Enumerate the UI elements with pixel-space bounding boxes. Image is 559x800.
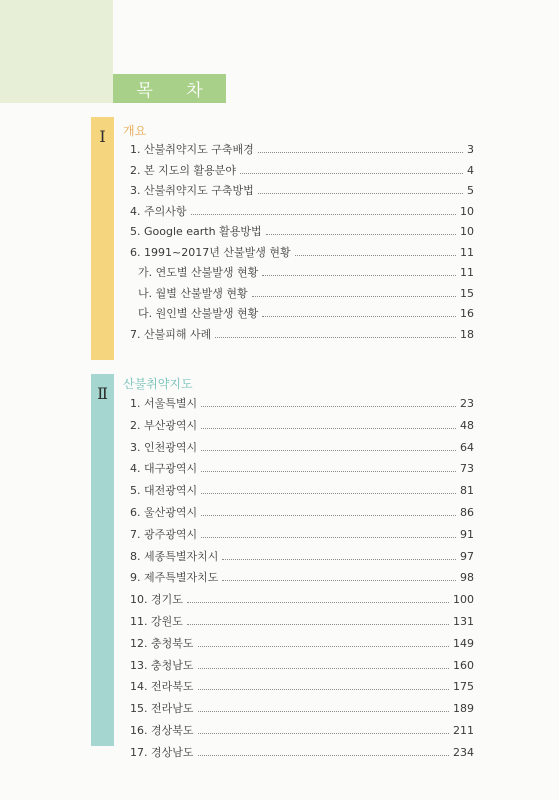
dot-leader [258,186,463,194]
toc-entry[interactable] [130,700,474,722]
toc-entry-page: 175 [453,680,474,694]
dot-leader [266,227,456,235]
toc-entry-label: 다. 원인별 산불발생 현황 [138,307,259,320]
dot-leader [222,573,456,581]
dot-leader [258,145,463,153]
toc-entry-page: 91 [460,527,474,541]
section-1-numeral: Ⅰ [99,127,106,146]
toc-entry-page: 3 [467,143,474,156]
toc-entry[interactable] [130,482,474,504]
toc-entry-page: 4 [467,163,474,177]
toc-entry-label: 가. 연도별 산불발생 현황 [138,266,259,279]
toc-entry-label: 1. 서울특별시 [130,397,198,410]
toc-entry[interactable] [130,744,474,766]
toc-entry-label: 12. 충청북도 [130,636,194,650]
toc-entry-page: 48 [460,418,474,432]
toc-entry-label: 10. 경기도 [130,593,183,607]
toc-entry-page: 234 [453,745,474,759]
toc-entry[interactable] [130,591,474,613]
toc-entry-label: 4. 대구광역시 [130,462,198,476]
section-1-heading: 개요 [123,124,147,138]
toc-entry[interactable] [130,305,474,326]
toc-entry-label: 2. 부산광역시 [130,418,198,432]
toc-entry-label: 5. Google earth 활용방법 [130,225,262,238]
section-2-heading: 산불취약지도 [123,377,193,391]
toc-entry[interactable] [130,678,474,700]
section-1-bar [91,117,114,360]
toc-entry[interactable] [130,635,474,657]
section-2-bar [91,374,114,746]
toc-entry-label: 11. 강원도 [130,614,183,628]
toc-entry-page: 15 [460,286,474,300]
dot-leader [187,617,449,625]
toc-entry[interactable] [130,182,474,203]
dot-leader [191,207,457,215]
toc-entry-label: 나. 월별 산불발생 현황 [138,286,248,300]
toc-entry-label: 4. 주의사항 [130,204,187,218]
toc-entry-page: 81 [460,484,474,498]
dot-leader [201,486,456,494]
toc-entry-page: 11 [460,266,474,279]
toc-entry-label: 3. 산불취약지도 구축방법 [130,184,254,197]
toc-entry[interactable] [130,395,474,417]
dot-leader [295,248,456,256]
section-2-toc [130,395,474,766]
dot-leader [201,530,456,538]
toc-entry-label: 13. 충청남도 [130,658,194,672]
toc-entry[interactable] [130,203,474,224]
toc-entry-label: 1. 산불취약지도 구축배경 [130,143,254,156]
toc-entry[interactable] [130,460,474,482]
dot-leader [262,268,456,276]
dot-leader [198,704,450,712]
dot-leader [198,682,450,690]
toc-entry-page: 86 [460,505,474,519]
toc-entry-page: 64 [460,440,474,454]
toc-entry-label: 3. 인천광역시 [130,440,198,454]
toc-entry-page: 97 [460,549,474,563]
dot-leader [201,443,456,451]
toc-entry-page: 23 [460,397,474,410]
dot-leader [187,595,449,603]
toc-entry[interactable] [130,417,474,439]
toc-entry-label: 15. 전라남도 [130,702,194,716]
dot-leader [198,639,450,647]
toc-entry[interactable] [130,657,474,679]
dot-leader [201,421,456,429]
toc-entry[interactable] [130,439,474,461]
toc-entry-page: 73 [460,462,474,476]
dot-leader [215,330,456,338]
section-2-numeral: Ⅱ [97,384,108,403]
toc-entry-page: 100 [453,593,474,607]
dot-leader [201,399,456,407]
toc-entry-page: 189 [453,702,474,716]
toc-entry[interactable] [130,722,474,744]
toc-entry-page: 98 [460,571,474,585]
toc-entry[interactable] [130,285,474,306]
toc-entry-label: 14. 전라북도 [130,680,194,694]
dot-leader [262,309,456,317]
toc-entry-page: 160 [453,658,474,672]
dot-leader [198,748,450,756]
toc-entry-page: 10 [460,225,474,238]
toc-entry[interactable] [130,526,474,548]
toc-entry-label: 5. 대전광역시 [130,484,198,498]
toc-entry[interactable] [130,141,474,162]
toc-entry[interactable] [130,223,474,244]
toc-entry-label: 7. 광주광역시 [130,527,198,541]
toc-entry[interactable] [130,264,474,285]
toc-entry[interactable] [130,504,474,526]
toc-entry-label: 7. 산불피해 사례 [130,327,212,341]
toc-entry[interactable] [130,326,474,347]
toc-entry-page: 10 [460,204,474,218]
toc-entry-page: 149 [453,636,474,650]
toc-entry-page: 5 [467,184,474,197]
toc-entry-label: 2. 본 지도의 활용분야 [130,163,236,177]
dot-leader [198,661,450,669]
dot-leader [222,552,456,560]
toc-entry[interactable] [130,548,474,570]
toc-entry[interactable] [130,569,474,591]
section-1-toc [130,141,474,346]
dot-leader [252,289,456,297]
toc-entry-label: 16. 경상북도 [130,723,194,737]
toc-entry[interactable] [130,244,474,265]
dot-leader [201,508,456,516]
dot-leader [201,464,456,472]
dot-leader [240,166,463,174]
toc-entry-page: 16 [460,307,474,320]
toc-entry-label: 6. 울산광역시 [130,505,198,519]
toc-entry-page: 11 [460,245,474,259]
corner-decoration [0,0,113,103]
toc-entry[interactable] [130,613,474,635]
toc-entry-page: 211 [453,723,474,737]
page-title: 목 차 [113,74,226,103]
toc-entry-page: 131 [453,614,474,628]
toc-entry-label: 6. 1991~2017년 산불발생 현황 [130,245,291,259]
toc-entry-label: 17. 경상남도 [130,745,194,759]
toc-entry-page: 18 [460,327,474,341]
toc-entry[interactable] [130,162,474,183]
toc-entry-label: 9. 제주특별자치도 [130,571,219,585]
toc-entry-label: 8. 세종특별자치시 [130,549,219,563]
dot-leader [198,726,450,734]
